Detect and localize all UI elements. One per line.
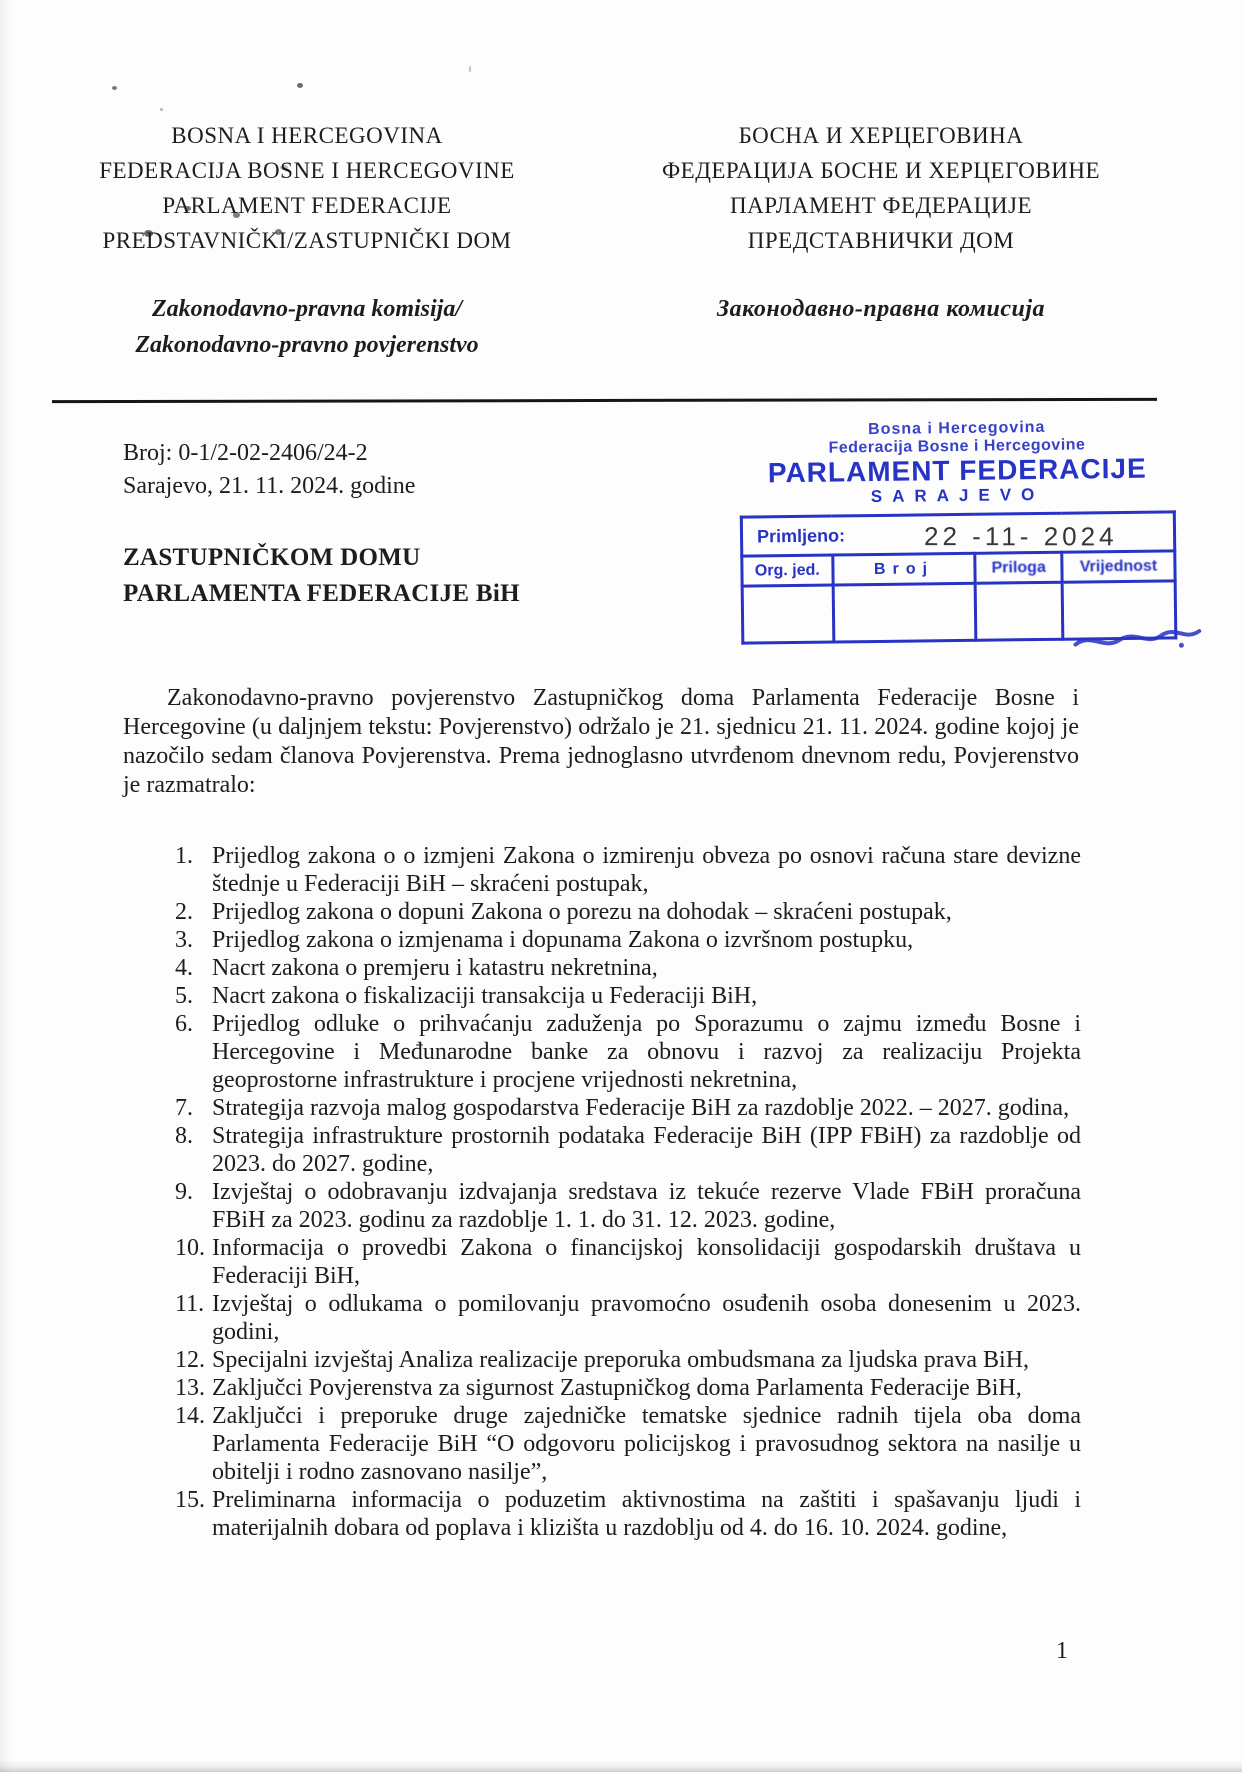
committee-name-cyrillic (638, 291, 1124, 327)
stamp-cell-empty (833, 583, 976, 642)
agenda-item-text: Zaključci i preporuke druge zajedničke tematske sjednice radnih tijela oba doma Parlamenta Federacije BiH “O odgovoru policijskog i pravosudnog sektora na nasilje u obitelji i rodno zasnovano nasilje”, (212, 1403, 1081, 1485)
agenda-item (175, 1402, 1081, 1486)
agenda-item-text: Prijedlog zakona o izmjenama i dopunama Zakona o izvršnom postupku, (212, 927, 914, 953)
agenda-item (175, 1290, 1081, 1346)
agenda-item-text: Nacrt zakona o fiskalizaciji transakcija u Federaciji BiH, (212, 983, 758, 1009)
stamp-line-country: Bosna i Hercegovina (868, 418, 1046, 439)
agenda-item (175, 954, 1081, 982)
header-divider-line (52, 398, 1157, 403)
scan-edge-left (0, 0, 14, 1772)
stamp-received-date: 22 -11- 2024 (924, 520, 1119, 551)
agenda-item (175, 898, 1081, 926)
addressee-block (123, 540, 520, 612)
scan-edge-bottom (0, 1760, 1242, 1772)
letterhead-line: ФЕДЕРАЦИЈА БОСНЕ И ХЕРЦЕГОВИНЕ (661, 158, 1101, 183)
agenda-item-text: Zaključci Povjerenstva za sigurnost Zastupničkog doma Parlamenta Federacije BiH, (212, 1375, 1022, 1401)
agenda-item-number: 13. (175, 1375, 205, 1401)
intro-paragraph: Zakonodavno-pravno povjerenstvo Zastupničkog doma Parlamenta Federacije Bosne i Hercegovine (u daljnjem tekstu: Povjerenstvo) održalo je 21. sjednicu 21. 11. 2024. godine kojoj je nazočilo sedam članova Povjerenstva. Prema jednoglasno utvrđenom dnevnom redu, Povjerenstvo je razmatralo: (123, 685, 1079, 798)
agenda-item-number: 14. (175, 1403, 205, 1429)
agenda-item (175, 982, 1081, 1010)
stamp-line-parliament: PARLAMENT FEDERACIJE (767, 452, 1147, 489)
agenda-item (175, 926, 1081, 954)
committee-line: Zakonodavno-pravno povjerenstvo (135, 332, 479, 358)
agenda-item-text: Izvještaj o odobravanju izdvajanja sredstava iz tekuće rezerve Vlade FBiH proračuna FBiH za 2023. godinu za razdoblje 1. 1. do 31. 12. 2023. godine, (212, 1179, 1081, 1233)
letterhead-line: PARLAMENT FEDERACIJE (162, 193, 452, 218)
page-number: 1 (1056, 1638, 1068, 1664)
agenda-item-text: Informacija o provedbi Zakona o financijskoj konsolidaciji gospodarskih društava u Federaciji BiH, (212, 1235, 1081, 1289)
letterhead-line: ПАРЛАМЕНТ ФЕДЕРАЦИЈЕ (729, 193, 1033, 218)
agenda-item-text: Preliminarna informacija o poduzetim aktivnostima na zaštiti i spašavanju ljudi i materijalnih dobara od poplava i klizišta u razdoblju od 4. do 16. 10. 2024. godine, (212, 1487, 1081, 1541)
letterhead-latin (62, 118, 552, 363)
stamp-received-label: Primljeno: (756, 524, 846, 546)
agenda-item-number: 6. (175, 1011, 193, 1037)
stamp-cell-empty (975, 582, 1063, 640)
addressee-line: PARLAMENTA FEDERACIJE BiH (123, 580, 520, 607)
stamp-col-vrijednost: Vrijednost (1062, 551, 1175, 582)
ink-speck (160, 108, 163, 111)
agenda-item-text: Izvještaj o odlukama o pomilovanju pravomoćno osuđenih osoba donesenim u 2023. godini, (212, 1291, 1081, 1345)
agenda-item-number: 2. (175, 899, 193, 925)
agenda-item (175, 1178, 1081, 1234)
agenda-item (175, 842, 1081, 898)
ink-speck (469, 66, 471, 72)
stamp-line-city: SARAJEVO (870, 484, 1045, 507)
ink-speck (112, 86, 117, 90)
agenda-list (175, 842, 1081, 1542)
agenda-item-number: 10. (175, 1235, 205, 1261)
agenda-item-number: 11. (175, 1291, 205, 1317)
agenda-item-text: Specijalni izvještaj Analiza realizacije preporuka ombudsmana za ljudska prava BiH, (212, 1347, 1030, 1373)
agenda-item-text: Strategija razvoja malog gospodarstva Federacije BiH za razdoblje 2022. – 2027. godina, (212, 1095, 1070, 1121)
stamp-col-broj: Broj (833, 553, 976, 585)
reference-place-date: Sarajevo, 21. 11. 2024. godine (123, 473, 416, 499)
agenda-item-number: 1. (175, 843, 193, 869)
letterhead-cyrillic (638, 118, 1124, 327)
agenda-item (175, 1094, 1081, 1122)
agenda-item-text: Prijedlog zakona o o izmjeni Zakona o izmirenju obveza po osnovi računa stare devizne štednje u Federaciji BiH – skraćeni postupak, (212, 843, 1081, 897)
letterhead-line: FEDERACIJA BOSNE I HERCEGOVINE (99, 158, 515, 183)
agenda-item-number: 5. (175, 983, 193, 1009)
stamp-col-priloga: Priloga (975, 552, 1062, 583)
stamp-header (731, 417, 1184, 509)
agenda-item-number: 3. (175, 927, 193, 953)
agenda-item (175, 1010, 1081, 1094)
agenda-item-text: Nacrt zakona o premjeru i katastru nekretnina, (212, 955, 658, 981)
letterhead-line: PREDSTAVNIČKI/ZASTUPNIČKI DOM (102, 228, 512, 253)
agenda-item (175, 1234, 1081, 1290)
committee-line: Законодавно-правна комисија (716, 296, 1046, 322)
agenda-item-number: 7. (175, 1095, 193, 1121)
reference-block (123, 437, 415, 503)
agenda-item (175, 1374, 1081, 1402)
stamp-col-org-jed: Org. jed. (742, 555, 833, 586)
pen-squiggle-mark (1073, 623, 1203, 655)
agenda-item-text: Strategija infrastrukture prostornih podataka Federacije BiH (IPP FBiH) za razdoblje od 2023. do 2027. godine, (212, 1123, 1081, 1177)
agenda-item-text: Prijedlog odluke o prihvaćanju zaduženja po Sporazumu o zajmu između Bosne i Hercegovine i Međunarodne banke za obnovu i razvoj za realizaciju Projekta geoprostorne infrastrukture i procjene vrijednosti nekretnina, (212, 1011, 1081, 1093)
agenda-item (175, 1346, 1081, 1374)
addressee-line: ZASTUPNIČKOM DOMU (123, 544, 421, 571)
ink-speck (297, 83, 303, 88)
agenda-item-number: 4. (175, 955, 193, 981)
letterhead-line: БОСНА И ХЕРЦЕГОВИНА (738, 123, 1024, 148)
stamp-line-federation: Federacija Bosne i Hercegovine (828, 436, 1086, 457)
receipt-stamp (731, 417, 1186, 645)
stamp-cell-empty (742, 585, 833, 643)
letterhead-line: ПРЕДСТАВНИЧКИ ДОМ (747, 228, 1015, 253)
reference-number: Broj: 0-1/2-02-2406/24-2 (123, 440, 368, 466)
agenda-item (175, 1122, 1081, 1178)
agenda-item-number: 9. (175, 1179, 193, 1205)
agenda-item (175, 1486, 1081, 1542)
agenda-item-number: 15. (175, 1487, 205, 1513)
agenda-item-number: 12. (175, 1347, 205, 1373)
committee-name-latin (62, 291, 552, 363)
committee-line: Zakonodavno-pravna komisija/ (151, 296, 463, 322)
letterhead-line: BOSNA I HERCEGOVINA (171, 123, 443, 148)
agenda-item-number: 8. (175, 1123, 193, 1149)
agenda-item-text: Prijedlog zakona o dopuni Zakona o porezu na dohodak – skraćeni postupak, (212, 899, 952, 925)
